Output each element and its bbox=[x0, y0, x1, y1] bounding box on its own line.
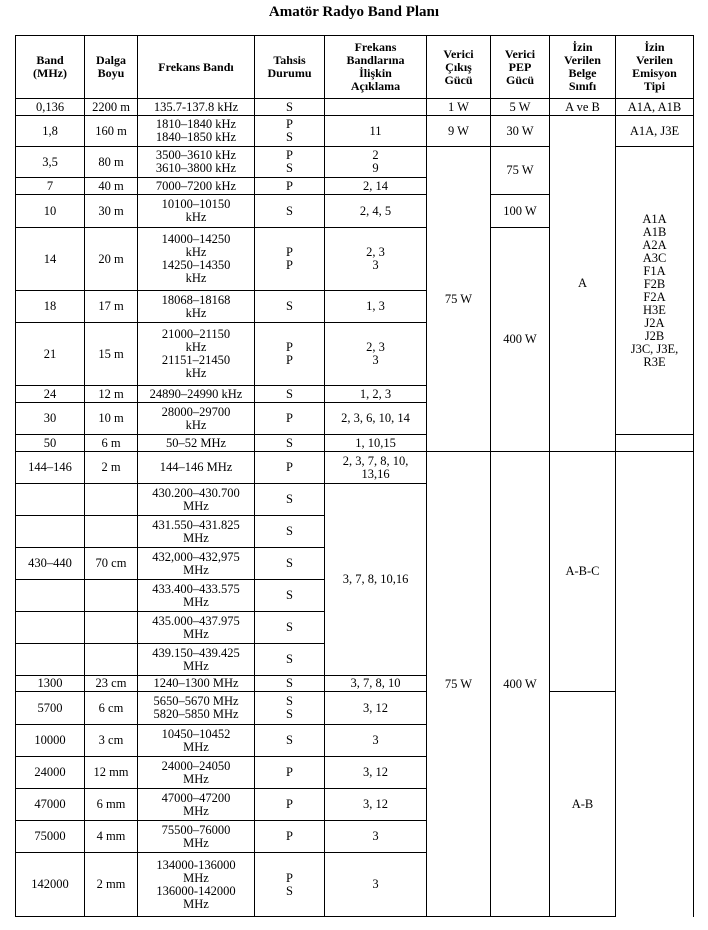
wavelength-cell: 20 m bbox=[85, 228, 138, 291]
table-row bbox=[16, 692, 694, 725]
notes-cell: 3, 7, 8, 10 bbox=[325, 676, 427, 692]
band-cell: 47000 bbox=[16, 789, 85, 821]
notes-cell: 2, 3, 7, 8, 10, 13,16 bbox=[325, 452, 427, 484]
allocation-cell: P P bbox=[255, 228, 325, 291]
band-cell: 0,136 bbox=[16, 99, 85, 116]
wavelength-cell: 70 cm bbox=[85, 548, 138, 580]
allocation-cell: P P bbox=[255, 323, 325, 386]
frequency-cell: 7000–7200 kHz bbox=[138, 178, 255, 195]
notes-cell: 2 9 bbox=[325, 147, 427, 178]
band-cell bbox=[16, 644, 85, 676]
band-cell: 7 bbox=[16, 178, 85, 195]
frequency-cell: 50–52 MHz bbox=[138, 435, 255, 452]
frequency-cell: 135.7-137.8 kHz bbox=[138, 99, 255, 116]
header-notes: Frekans Bandlarına İlişkin Açıklama bbox=[325, 36, 427, 99]
band-cell bbox=[16, 516, 85, 548]
allocation-cell: S bbox=[255, 725, 325, 757]
notes-cell: 2, 4, 5 bbox=[325, 195, 427, 228]
notes-cell: 2, 3 3 bbox=[325, 323, 427, 386]
license-class-cell: A-B-C bbox=[550, 452, 616, 692]
wavelength-cell: 40 m bbox=[85, 178, 138, 195]
wavelength-cell: 10 m bbox=[85, 403, 138, 435]
band-cell: 14 bbox=[16, 228, 85, 291]
frequency-cell: 430.200–430.700 MHz bbox=[138, 484, 255, 516]
header-band: Band (MHz) bbox=[16, 36, 85, 99]
notes-cell bbox=[325, 99, 427, 116]
frequency-cell: 21000–21150 kHz 21151–21450 kHz bbox=[138, 323, 255, 386]
frequency-cell: 432,000–432,975 MHz bbox=[138, 548, 255, 580]
frequency-cell: 1240–1300 MHz bbox=[138, 676, 255, 692]
wavelength-cell bbox=[85, 580, 138, 612]
output-power-cell: 9 W bbox=[427, 116, 491, 147]
frequency-cell: 75500–76000 MHz bbox=[138, 821, 255, 853]
notes-cell: 2, 3 3 bbox=[325, 228, 427, 291]
allocation-cell: S bbox=[255, 516, 325, 548]
header-pep-power: Verici PEP Gücü bbox=[491, 36, 550, 99]
wavelength-cell: 17 m bbox=[85, 291, 138, 323]
allocation-cell: S bbox=[255, 548, 325, 580]
page-title: Amatör Radyo Band Planı bbox=[268, 4, 440, 20]
output-power-cell: 75 W bbox=[427, 452, 491, 917]
pep-power-cell: 400 W bbox=[491, 228, 550, 452]
frequency-cell: 3500–3610 kHz 3610–3800 kHz bbox=[138, 147, 255, 178]
allocation-cell: S bbox=[255, 99, 325, 116]
wavelength-cell: 2 mm bbox=[85, 853, 138, 917]
pep-power-cell: 400 W bbox=[491, 452, 550, 917]
allocation-cell: P S bbox=[255, 853, 325, 917]
notes-cell: 1, 10,15 bbox=[325, 435, 427, 452]
wavelength-cell: 6 cm bbox=[85, 692, 138, 725]
allocation-cell: S bbox=[255, 195, 325, 228]
wavelength-cell bbox=[85, 644, 138, 676]
allocation-cell: S S bbox=[255, 692, 325, 725]
license-class-cell: A bbox=[550, 116, 616, 452]
wavelength-cell bbox=[85, 516, 138, 548]
band-cell: 1300 bbox=[16, 676, 85, 692]
allocation-cell: S bbox=[255, 644, 325, 676]
band-cell: 3,5 bbox=[16, 147, 85, 178]
allocation-cell: S bbox=[255, 291, 325, 323]
notes-cell: 1, 3 bbox=[325, 291, 427, 323]
output-power-cell bbox=[616, 435, 694, 452]
allocation-cell: P S bbox=[255, 147, 325, 178]
table-row bbox=[16, 116, 694, 147]
frequency-cell: 14000–14250 kHz 14250–14350 kHz bbox=[138, 228, 255, 291]
frequency-cell: 1810–1840 kHz 1840–1850 kHz bbox=[138, 116, 255, 147]
frequency-cell: 439.150–439.425 MHz bbox=[138, 644, 255, 676]
band-cell bbox=[16, 484, 85, 516]
output-power-cell: 1 W bbox=[427, 99, 491, 116]
pep-power-cell: 30 W bbox=[491, 116, 550, 147]
notes-cell: 3, 7, 8, 10,16 bbox=[325, 484, 427, 676]
band-cell: 21 bbox=[16, 323, 85, 386]
frequency-cell: 435.000–437.975 MHz bbox=[138, 612, 255, 644]
notes-cell: 3, 12 bbox=[325, 757, 427, 789]
header-license-class: İzin Verilen Belge Sınıfı bbox=[550, 36, 616, 99]
frequency-cell: 431.550–431.825 MHz bbox=[138, 516, 255, 548]
emission-type-cell: A1A A1B A2A A3C F1A F2B F2A H3E J2A J2B J3C, J3E, R3E bbox=[616, 147, 694, 435]
frequency-cell: 134000-136000 MHz 136000-142000 MHz bbox=[138, 853, 255, 917]
notes-cell: 1, 2, 3 bbox=[325, 386, 427, 403]
header-wavelength: Dalga Boyu bbox=[85, 36, 138, 99]
header-allocation: Tahsis Durumu bbox=[255, 36, 325, 99]
band-cell: 24 bbox=[16, 386, 85, 403]
header-output-power: Verici Çıkış Gücü bbox=[427, 36, 491, 99]
wavelength-cell bbox=[85, 612, 138, 644]
notes-cell: 3 bbox=[325, 821, 427, 853]
license-class-cell: A ve B bbox=[550, 99, 616, 116]
band-cell: 10 bbox=[16, 195, 85, 228]
allocation-cell: S bbox=[255, 580, 325, 612]
header-row bbox=[16, 36, 694, 99]
wavelength-cell bbox=[85, 484, 138, 516]
band-plan-table bbox=[15, 35, 694, 917]
notes-cell: 2, 3, 6, 10, 14 bbox=[325, 403, 427, 435]
pep-power-cell: 5 W bbox=[491, 99, 550, 116]
wavelength-cell: 2 m bbox=[85, 452, 138, 484]
notes-cell: 2, 14 bbox=[325, 178, 427, 195]
band-cell: 10000 bbox=[16, 725, 85, 757]
frequency-cell: 10100–10150 kHz bbox=[138, 195, 255, 228]
frequency-cell: 433.400–433.575 MHz bbox=[138, 580, 255, 612]
frequency-cell: 24000–24050 MHz bbox=[138, 757, 255, 789]
wavelength-cell: 2200 m bbox=[85, 99, 138, 116]
band-cell: 18 bbox=[16, 291, 85, 323]
band-cell: 430–440 bbox=[16, 548, 85, 580]
wavelength-cell: 6 mm bbox=[85, 789, 138, 821]
band-cell: 24000 bbox=[16, 757, 85, 789]
frequency-cell: 18068–18168 kHz bbox=[138, 291, 255, 323]
notes-cell: 3 bbox=[325, 725, 427, 757]
frequency-cell: 10450–10452 MHz bbox=[138, 725, 255, 757]
notes-cell: 11 bbox=[325, 116, 427, 147]
wavelength-cell: 12 mm bbox=[85, 757, 138, 789]
emission-type-cell: A1A, A1B bbox=[616, 99, 694, 116]
allocation-cell: P bbox=[255, 757, 325, 789]
band-cell: 142000 bbox=[16, 853, 85, 917]
wavelength-cell: 80 m bbox=[85, 147, 138, 178]
wavelength-cell: 6 m bbox=[85, 435, 138, 452]
pep-power-cell: 75 W bbox=[491, 147, 550, 195]
table-row bbox=[16, 99, 694, 116]
band-cell bbox=[16, 612, 85, 644]
allocation-cell: S bbox=[255, 386, 325, 403]
allocation-cell: S bbox=[255, 676, 325, 692]
band-cell: 75000 bbox=[16, 821, 85, 853]
frequency-cell: 5650–5670 MHz 5820–5850 MHz bbox=[138, 692, 255, 725]
notes-cell: 3 bbox=[325, 853, 427, 917]
wavelength-cell: 15 m bbox=[85, 323, 138, 386]
allocation-cell: S bbox=[255, 484, 325, 516]
band-cell: 5700 bbox=[16, 692, 85, 725]
wavelength-cell: 4 mm bbox=[85, 821, 138, 853]
band-cell bbox=[16, 580, 85, 612]
band-cell: 30 bbox=[16, 403, 85, 435]
wavelength-cell: 160 m bbox=[85, 116, 138, 147]
wavelength-cell: 12 m bbox=[85, 386, 138, 403]
license-class-cell: A-B bbox=[550, 692, 616, 917]
output-power-cell: 75 W bbox=[427, 147, 491, 452]
wavelength-cell: 23 cm bbox=[85, 676, 138, 692]
band-cell: 144–146 bbox=[16, 452, 85, 484]
band-cell: 1,8 bbox=[16, 116, 85, 147]
allocation-cell: P bbox=[255, 789, 325, 821]
header-emission-type: İzin Verilen Emisyon Tipi bbox=[616, 36, 694, 99]
emission-type-cell: A1A, J3E bbox=[616, 116, 694, 147]
frequency-cell: 47000–47200 MHz bbox=[138, 789, 255, 821]
allocation-cell: P bbox=[255, 452, 325, 484]
notes-cell: 3, 12 bbox=[325, 692, 427, 725]
band-cell: 50 bbox=[16, 435, 85, 452]
table-row bbox=[16, 452, 694, 484]
frequency-cell: 24890–24990 kHz bbox=[138, 386, 255, 403]
allocation-cell: S bbox=[255, 612, 325, 644]
header-frequency: Frekans Bandı bbox=[138, 36, 255, 99]
frequency-cell: 28000–29700 kHz bbox=[138, 403, 255, 435]
wavelength-cell: 3 cm bbox=[85, 725, 138, 757]
allocation-cell: P bbox=[255, 178, 325, 195]
frequency-cell: 144–146 MHz bbox=[138, 452, 255, 484]
allocation-cell: P bbox=[255, 403, 325, 435]
wavelength-cell: 30 m bbox=[85, 195, 138, 228]
allocation-cell: S bbox=[255, 435, 325, 452]
allocation-cell: P S bbox=[255, 116, 325, 147]
pep-power-cell: 100 W bbox=[491, 195, 550, 228]
notes-cell: 3, 12 bbox=[325, 789, 427, 821]
allocation-cell: P bbox=[255, 821, 325, 853]
